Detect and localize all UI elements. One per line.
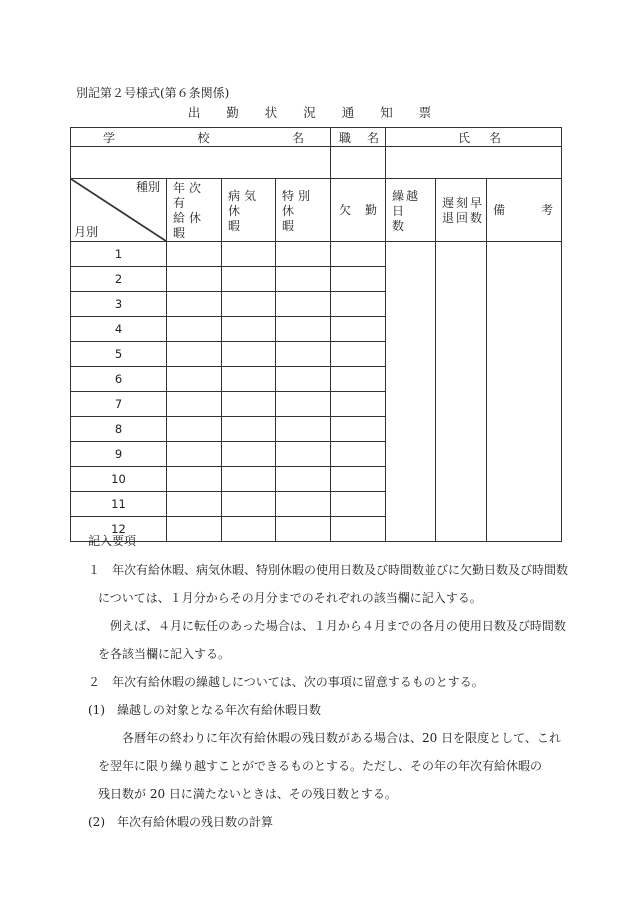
month-number: 7 (71, 392, 167, 417)
remarks-cell[interactable] (487, 242, 562, 542)
school-header-char-1: 学 (103, 130, 116, 145)
annual-leave-header-line1: 年次有 (173, 181, 206, 210)
position-header-char-2: 名 (367, 130, 380, 145)
annual-leave-cell[interactable] (167, 467, 222, 492)
month-rows (71, 242, 562, 542)
annual-leave-header-line2: 給休暇 (173, 211, 206, 240)
absence-cell[interactable] (331, 417, 386, 442)
column-header-row (71, 179, 562, 242)
absence-cell[interactable] (331, 292, 386, 317)
special-leave-cell[interactable] (276, 492, 331, 517)
month-number: 3 (71, 292, 167, 317)
remarks-header (487, 179, 562, 242)
note-1-line-3: 例えば、４月に転任のあった場合は、１月から４月までの各月の使用日数及び時間数 (110, 619, 566, 633)
month-number: 5 (71, 342, 167, 367)
annual-leave-cell[interactable] (167, 342, 222, 367)
absence-cell[interactable] (331, 342, 386, 367)
school-name-field[interactable] (71, 147, 331, 179)
month-number: 11 (71, 492, 167, 517)
sick-leave-cell[interactable] (222, 267, 276, 292)
special-leave-cell[interactable] (276, 292, 331, 317)
absence-cell[interactable] (331, 267, 386, 292)
carryover-header (386, 179, 436, 242)
sick-leave-cell[interactable] (222, 317, 276, 342)
month-number: 6 (71, 367, 167, 392)
note-2-2-heading: (2) 年次有給休暇の残日数の計算 (88, 815, 273, 829)
annual-leave-cell[interactable] (167, 292, 222, 317)
name-header-char-2: 名 (489, 130, 502, 145)
sick-leave-cell[interactable] (222, 442, 276, 467)
absence-cell[interactable] (331, 442, 386, 467)
late-early-header-line1: 遅刻早 (442, 196, 485, 210)
absence-header-char-1: 欠 (339, 202, 352, 217)
sick-leave-cell[interactable] (222, 242, 276, 267)
note-2-1-heading: (1) 繰越しの対象となる年次有給休暇日数 (88, 703, 321, 717)
category-label: 種別 (135, 180, 160, 194)
sick-leave-cell[interactable] (222, 292, 276, 317)
attendance-table (70, 127, 562, 542)
month-number: 12 (71, 517, 167, 542)
school-header-char-3: 名 (292, 130, 305, 145)
special-leave-cell[interactable] (276, 242, 331, 267)
sick-leave-cell[interactable] (222, 342, 276, 367)
absence-cell[interactable] (331, 467, 386, 492)
special-leave-cell[interactable] (276, 517, 331, 542)
late-early-header (436, 179, 487, 242)
annual-leave-cell[interactable] (167, 517, 222, 542)
carryover-cell[interactable] (386, 242, 436, 542)
late-early-cell[interactable] (436, 242, 487, 542)
sick-leave-cell[interactable] (222, 492, 276, 517)
name-field[interactable] (386, 147, 562, 179)
remarks-header-char-1: 備 (493, 202, 506, 217)
special-leave-header (276, 179, 331, 242)
note-2-line-1: ２ 年次有給休暇の繰越しについては、次の事項に留意するものとする。 (88, 675, 484, 689)
special-leave-header-line2: 暇 (282, 218, 299, 233)
info-input-row (71, 147, 562, 179)
remarks-header-char-2: 考 (541, 202, 554, 217)
position-header (331, 128, 386, 147)
annual-leave-cell[interactable] (167, 242, 222, 267)
special-leave-cell[interactable] (276, 442, 331, 467)
absence-cell[interactable] (331, 317, 386, 342)
special-leave-cell[interactable] (276, 392, 331, 417)
annual-leave-cell[interactable] (167, 492, 222, 517)
month-number: 9 (71, 442, 167, 467)
absence-header-char-2: 勤 (365, 202, 378, 217)
sick-leave-header-line2: 暇 (228, 218, 245, 233)
special-leave-header-line1: 特別休 (282, 188, 315, 218)
note-2-1-line-2: を翌年に限り繰り越すことができるものとする。ただし、その年の年次有給休暇の (98, 759, 543, 773)
month-number: 10 (71, 467, 167, 492)
month-row (71, 242, 562, 267)
absence-cell[interactable] (331, 492, 386, 517)
sick-leave-cell[interactable] (222, 367, 276, 392)
header-row (71, 128, 562, 147)
absence-header (331, 179, 386, 242)
name-header (386, 128, 562, 147)
sick-leave-cell[interactable] (222, 392, 276, 417)
annual-leave-cell[interactable] (167, 442, 222, 467)
school-name-header (71, 128, 331, 147)
diagonal-header-cell (71, 179, 167, 242)
absence-cell[interactable] (331, 242, 386, 267)
special-leave-cell[interactable] (276, 267, 331, 292)
annual-leave-cell[interactable] (167, 417, 222, 442)
special-leave-cell[interactable] (276, 317, 331, 342)
carryover-header-line1: 繰越日 (392, 188, 421, 218)
form-number-label: 別記第２号様式(第６条関係) (76, 86, 230, 100)
position-field[interactable] (331, 147, 386, 179)
annual-leave-cell[interactable] (167, 392, 222, 417)
absence-cell[interactable] (331, 367, 386, 392)
special-leave-cell[interactable] (276, 342, 331, 367)
position-header-char-1: 職 (339, 130, 352, 145)
absence-cell[interactable] (331, 392, 386, 417)
absence-cell[interactable] (331, 517, 386, 542)
note-2-1-line-3: 残日数が 20 日に満たないときは、その残日数とする。 (98, 787, 397, 801)
sick-leave-cell[interactable] (222, 517, 276, 542)
document-title: 出 勤 状 況 通 知 票 (187, 105, 443, 120)
notes-heading: 記入要項 (88, 534, 137, 548)
sick-leave-cell[interactable] (222, 417, 276, 442)
month-label: 月別 (74, 225, 99, 239)
special-leave-cell[interactable] (276, 467, 331, 492)
carryover-header-line2: 数 (392, 218, 407, 233)
month-number: 8 (71, 417, 167, 442)
month-number: 1 (71, 242, 167, 267)
note-1-line-1: １ 年次有給休暇、病気休暇、特別休暇の使用日数及び時間数並びに欠勤日数及び時間数 (88, 563, 569, 577)
annual-leave-cell[interactable] (167, 367, 222, 392)
note-1-line-2: については、１月分からその月分までのそれぞれの該当欄に記入する。 (98, 591, 482, 605)
month-number: 2 (71, 267, 167, 292)
month-number: 4 (71, 317, 167, 342)
note-1-line-4: を各該当欄に記入する。 (98, 647, 231, 661)
annual-leave-cell[interactable] (167, 267, 222, 292)
sick-leave-cell[interactable] (222, 467, 276, 492)
sick-leave-header-line1: 病気休 (228, 188, 261, 218)
annual-leave-cell[interactable] (167, 317, 222, 342)
sick-leave-header (222, 179, 276, 242)
annual-leave-header (167, 179, 222, 242)
name-header-char-1: 氏 (458, 130, 471, 145)
special-leave-cell[interactable] (276, 417, 331, 442)
special-leave-cell[interactable] (276, 367, 331, 392)
note-2-1-line-1: 各暦年の終わりに年次有給休暇の残日数がある場合は、20 日を限度として、これ (122, 731, 561, 745)
school-header-char-2: 校 (197, 130, 210, 145)
late-early-header-line2: 退回数 (442, 211, 485, 225)
